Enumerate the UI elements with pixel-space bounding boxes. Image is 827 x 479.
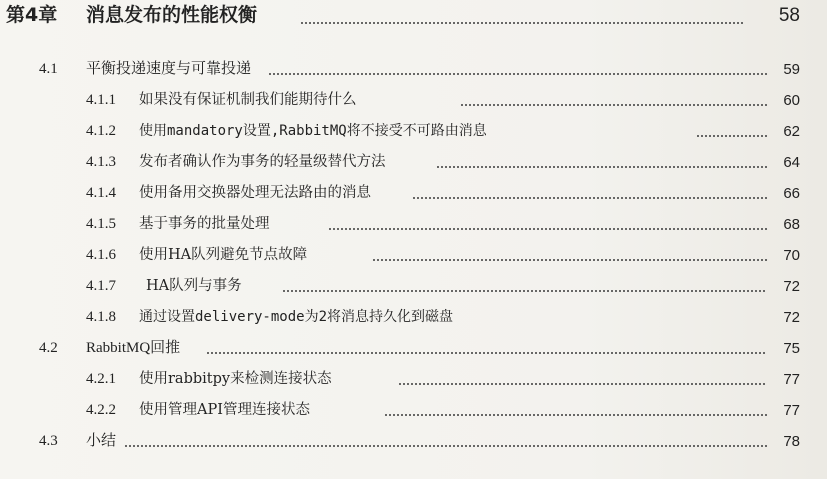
toc-subsection-row (0, 86, 827, 112)
subsection-title: 使用管理API管理连接状态 (139, 402, 310, 418)
subsection-number: 4.1.7 (86, 278, 116, 294)
subsection-page-number: 68 (783, 216, 800, 233)
chapter-page-number: 58 (778, 5, 800, 26)
subsection-number: 4.1.1 (86, 92, 116, 108)
leader-dots (398, 383, 767, 385)
subsection-number: 4.1.5 (86, 216, 116, 232)
subsection-number: 4.1.2 (86, 123, 116, 139)
section-title: 平衡投递速度与可靠投递 (86, 59, 252, 77)
leader-dots (412, 197, 767, 199)
toc-subsection-row (0, 241, 827, 267)
toc-subsection-row (0, 365, 827, 391)
subsection-number: 4.2.2 (86, 402, 116, 418)
toc-subsection-row (0, 272, 827, 298)
subsection-title: 使用备用交换器处理无法路由的消息 (139, 185, 371, 201)
leader-dots (372, 259, 767, 261)
toc-subsection-row (0, 179, 827, 205)
chapter-number: 第4章 (6, 4, 58, 26)
subsection-page-number: 70 (783, 247, 800, 264)
toc-section-row (0, 334, 827, 360)
subsection-page-number: 72 (783, 278, 800, 295)
subsection-number: 4.1.6 (86, 247, 116, 263)
section-page-number: 59 (783, 61, 800, 78)
subsection-title: 使用rabbitpy来检测连接状态 (139, 371, 332, 387)
subsection-number: 4.1.4 (86, 185, 116, 201)
section-page-number: 75 (783, 340, 800, 357)
leader-dots (384, 414, 767, 416)
toc-section-row (0, 427, 827, 453)
leader-dots (328, 228, 767, 230)
subsection-page-number: 62 (783, 123, 800, 140)
subsection-page-number: 72 (783, 309, 800, 326)
toc-subsection-row (0, 148, 827, 174)
toc-subsection-row (0, 396, 827, 422)
subsection-page-number: 77 (783, 402, 800, 419)
subsection-number: 4.1.8 (86, 309, 116, 325)
subsection-page-number: 64 (783, 154, 800, 171)
toc-section-row (0, 55, 827, 81)
subsection-title: 使用mandatory设置,RabbitMQ将不接受不可路由消息 (139, 123, 487, 139)
leader-dots (206, 352, 767, 354)
leader-dots (268, 73, 767, 75)
toc-subsection-row (0, 210, 827, 236)
section-title: RabbitMQ回推 (86, 340, 181, 356)
subsection-number: 4.2.1 (86, 371, 116, 387)
section-title: 小结 (86, 431, 117, 449)
leader-dots (696, 135, 767, 137)
subsection-title: 发布者确认作为事务的轻量级替代方法 (139, 154, 386, 170)
subsection-title: 使用HA队列避免节点故障 (139, 247, 308, 263)
subsection-page-number: 66 (783, 185, 800, 202)
leader-dots (282, 290, 767, 292)
leader-dots (300, 22, 745, 24)
leader-dots (460, 104, 767, 106)
chapter-title: 消息发布的性能权衡 (86, 4, 258, 26)
section-page-number: 78 (783, 433, 800, 450)
subsection-title: 通过设置delivery-mode为2将消息持久化到磁盘 (139, 309, 454, 325)
section-number: 4.3 (39, 433, 58, 449)
subsection-title: 基于事务的批量处理 (139, 216, 270, 232)
toc-chapter-row (0, 4, 827, 30)
leader-dots (436, 166, 767, 168)
subsection-page-number: 77 (783, 371, 800, 388)
subsection-number: 4.1.3 (86, 154, 116, 170)
leader-dots (124, 445, 767, 447)
subsection-title: HA队列与事务 (146, 278, 242, 294)
section-number: 4.2 (39, 340, 58, 356)
subsection-title: 如果没有保证机制我们能期待什么 (139, 92, 357, 108)
subsection-page-number: 60 (783, 92, 800, 109)
toc-subsection-row (0, 117, 827, 143)
toc-subsection-row (0, 303, 827, 329)
section-number: 4.1 (39, 61, 58, 77)
